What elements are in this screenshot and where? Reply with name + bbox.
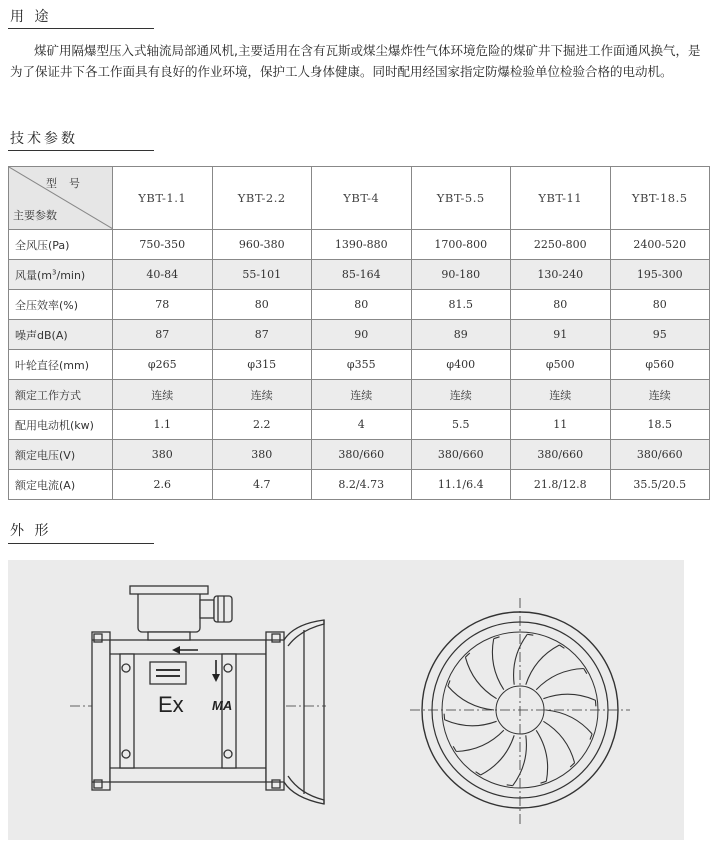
usage-title: 用 途 (10, 9, 52, 25)
ma-mark: MA (212, 698, 233, 713)
spec-row-voltage (9, 440, 710, 470)
spec-value: 195-300 (610, 260, 710, 290)
impeller-blade-tip (595, 700, 596, 706)
model-header: YBT-5.5 (411, 167, 511, 230)
impeller-blade-tip (448, 680, 450, 686)
row-label: 噪声dB(A) (9, 320, 113, 350)
usage-title-rule (8, 28, 154, 29)
impeller-blade (526, 645, 560, 685)
spec-value: 87 (113, 320, 213, 350)
spec-value: 90 (312, 320, 412, 350)
impeller-blade (536, 669, 584, 690)
usage-paragraph: 煤矿用隔爆型压入式轴流局部通风机,主要适用在含有瓦斯或煤尘爆炸性气体环境危险的煤矿井下掘进工作面通风换气，是为了保证井下各工作面具有良好的作业环境，保护工人身体健康。同时配用经国家指定防爆检验单位检验合格的电动机。 (10, 43, 701, 79)
row-label: 全压效率(%) (9, 290, 113, 320)
spec-value: 2250-800 (511, 230, 611, 260)
row-label: 叶轮直径(mm) (9, 350, 113, 380)
appearance-title: 外 形 (10, 523, 52, 539)
impeller-blade-tip (507, 785, 513, 786)
spec-value: 连续 (212, 380, 312, 410)
params-title-rule (8, 150, 154, 151)
impeller-blade-tip (444, 714, 445, 720)
spec-value: 81.5 (411, 290, 511, 320)
spec-value: 5.5 (411, 410, 511, 440)
impeller-blade (456, 730, 504, 751)
spec-value: 960-380 (212, 230, 312, 260)
spec-row-impeller (9, 350, 710, 380)
spec-value: 55-101 (212, 260, 312, 290)
spec-value: φ400 (411, 350, 511, 380)
row-label-main: 风量(m (15, 268, 53, 282)
impeller-blade (465, 657, 496, 699)
spec-row-airflow (9, 260, 710, 290)
row-label-sup: 3 (52, 267, 57, 276)
spec-value: φ500 (511, 350, 611, 380)
spec-value: 380/660 (411, 440, 511, 470)
impeller-blade (445, 720, 497, 726)
spec-value: 2400-520 (610, 230, 710, 260)
row-label-rest: /min) (56, 268, 86, 282)
spec-table (8, 166, 710, 500)
spec-header-row (9, 167, 710, 230)
row-label (9, 260, 113, 290)
impeller-blade (492, 639, 503, 690)
spec-corner-cell (9, 167, 113, 230)
corner-model-label: 型号 (46, 177, 92, 190)
spec-value: 连续 (312, 380, 412, 410)
spec-value: φ560 (610, 350, 710, 380)
spec-value: 1700-800 (411, 230, 511, 260)
spec-value: 80 (212, 290, 312, 320)
spec-value: 连续 (411, 380, 511, 410)
spec-value: 91 (511, 320, 611, 350)
spec-value: 1390-880 (312, 230, 412, 260)
spec-value: 380/660 (610, 440, 710, 470)
model-header: YBT-4 (312, 167, 412, 230)
spec-row-motor (9, 410, 710, 440)
spec-value: 78 (113, 290, 213, 320)
spec-value: 18.5 (610, 410, 710, 440)
row-label: 全风压(Pa) (9, 230, 113, 260)
spec-value: 80 (610, 290, 710, 320)
appearance-title-rule (8, 543, 154, 544)
impeller-blade (514, 634, 528, 684)
spec-value: 380 (212, 440, 312, 470)
spec-value: 4 (312, 410, 412, 440)
spec-row-efficiency (9, 290, 710, 320)
params-title: 技术参数 (10, 131, 78, 147)
row-label: 额定电压(V) (9, 440, 113, 470)
spec-value: φ265 (113, 350, 213, 380)
spec-value: 87 (212, 320, 312, 350)
spec-value: φ355 (312, 350, 412, 380)
impeller-blade (513, 735, 527, 785)
model-header: YBT-2.2 (212, 167, 312, 230)
spec-value: 35.5/20.5 (610, 470, 710, 500)
spec-row-current (9, 470, 710, 500)
impeller-blade (448, 686, 494, 710)
spec-value: 80 (312, 290, 412, 320)
spec-value: 80 (511, 290, 611, 320)
spec-value: 2.6 (113, 470, 213, 500)
impeller-blade (543, 721, 574, 763)
impeller-blade (546, 710, 592, 734)
model-header: YBT-11 (511, 167, 611, 230)
spec-value: φ315 (212, 350, 312, 380)
row-label: 配用电动机(kw) (9, 410, 113, 440)
spec-row-pressure (9, 230, 710, 260)
impeller-blade-tip (541, 781, 547, 783)
impeller-blade-tip (527, 634, 533, 635)
row-label: 额定工作方式 (9, 380, 113, 410)
spec-value: 85-164 (312, 260, 412, 290)
spec-value: 40-84 (113, 260, 213, 290)
spec-value: 380 (113, 440, 213, 470)
fan-front-view (364, 560, 684, 840)
ex-mark: Ex (158, 692, 184, 717)
spec-row-duty (9, 380, 710, 410)
fan-drawing-panel (8, 560, 684, 840)
spec-value: 11.1/6.4 (411, 470, 511, 500)
spec-value: 11 (511, 410, 611, 440)
impeller-blade (543, 694, 595, 700)
impeller-blade-tip (590, 734, 592, 740)
spec-value: 89 (411, 320, 511, 350)
spec-value: 380/660 (312, 440, 412, 470)
spec-value: 4.7 (212, 470, 312, 500)
fan-side-view (8, 560, 348, 840)
spec-value: 750-350 (113, 230, 213, 260)
spec-value: 21.8/12.8 (511, 470, 611, 500)
impeller-blade (536, 730, 547, 781)
spec-value: 380/660 (511, 440, 611, 470)
model-header: YBT-18.5 (610, 167, 710, 230)
model-header: YBT-1.1 (113, 167, 213, 230)
spec-row-noise (9, 320, 710, 350)
spec-value: 95 (610, 320, 710, 350)
spec-value: 连续 (511, 380, 611, 410)
spec-value: 2.2 (212, 410, 312, 440)
spec-value: 连续 (113, 380, 213, 410)
spec-value: 连续 (610, 380, 710, 410)
impeller-blade (481, 735, 515, 775)
row-label: 额定电流(A) (9, 470, 113, 500)
spec-value: 1.1 (113, 410, 213, 440)
spec-value: 130-240 (511, 260, 611, 290)
impeller-blade-tip (494, 637, 500, 639)
corner-params-label: 主要参数 (13, 209, 57, 222)
spec-value: 90-180 (411, 260, 511, 290)
spec-value: 8.2/4.73 (312, 470, 412, 500)
